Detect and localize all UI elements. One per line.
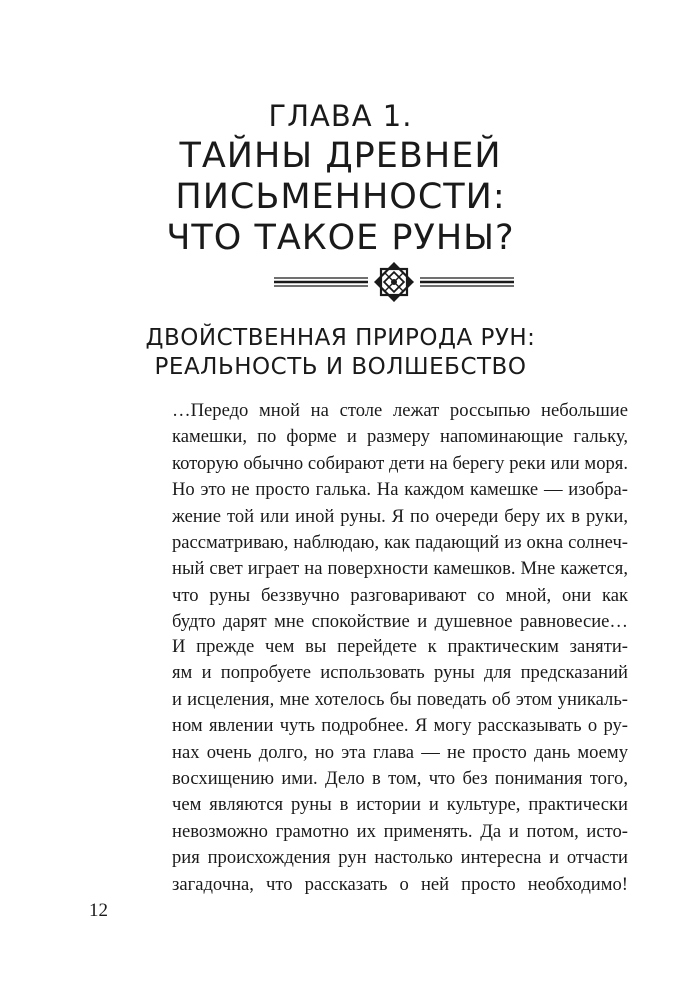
text-line: ям и попробуете использовать руны для предсказаний	[172, 662, 628, 684]
text-line: восхищению ими. Дело в том, что без понимания того,	[172, 768, 628, 790]
text-line: нах очень долго, но эта глава — не просто дань моему	[172, 741, 628, 763]
paragraph	[172, 398, 628, 636]
text-line: И прежде чем вы перейдете к практическим заняти-	[172, 636, 628, 657]
text-line: рассматриваю, наблюдаю, как падающий из окна солнеч-	[172, 532, 628, 554]
paragraph	[172, 634, 628, 898]
text-line: ном явлении чуть подробнее. Я могу рассказывать о ру-	[172, 715, 628, 737]
text-line: рия происхождения рун настолько интересна и отчасти	[172, 847, 628, 869]
chapter-title-line: ТАЙНЫ ДРЕВНЕЙ	[179, 136, 502, 176]
text-line: будто дарят мне спокойствие и душевное равновесие…	[172, 611, 628, 633]
text-line: камешки, по форме и размеру напоминающие гальку,	[172, 426, 628, 448]
text-line: …Передо мной на столе лежат россыпью небольшие	[172, 400, 628, 421]
celtic-knot-ornament-icon	[272, 261, 516, 303]
chapter-heading	[0, 96, 681, 259]
text-line: которую обычно собирают дети на берегу реки или моря.	[172, 452, 628, 474]
chapter-label: ГЛАВА 1.	[268, 99, 413, 133]
text-line: невозможно грамотно их применять. Да и потом, исто-	[172, 820, 628, 842]
text-line: чем являются руны в истории и культуре, практически	[172, 794, 628, 816]
text-line: ный свет играет на поверхности камешков. Мне кажется,	[172, 558, 628, 580]
section-title	[0, 324, 681, 382]
text-line: что руны беззвучно разговаривают со мной, они как	[172, 584, 628, 606]
page-number: 12	[89, 900, 108, 921]
text-line: и исцеления, мне хотелось бы поведать об этом уникаль-	[172, 688, 628, 710]
chapter-title-line: ЧТО ТАКОЕ РУНЫ?	[166, 218, 515, 258]
chapter-title-line: ПИСЬМЕННОСТИ:	[175, 177, 506, 217]
section-title-line: ДВОЙСТВЕННАЯ ПРИРОДА РУН:	[145, 325, 536, 351]
text-line: жение той или иной руны. Я по очереди беру их в руки,	[172, 505, 628, 527]
text-line: загадочна, что рассказать о ней просто необходимо!	[172, 873, 628, 895]
section-title-line: РЕАЛЬНОСТЬ И ВОЛШЕБСТВО	[154, 354, 527, 380]
text-line: Но это не просто галька. На каждом камешке — изобра-	[172, 479, 628, 501]
